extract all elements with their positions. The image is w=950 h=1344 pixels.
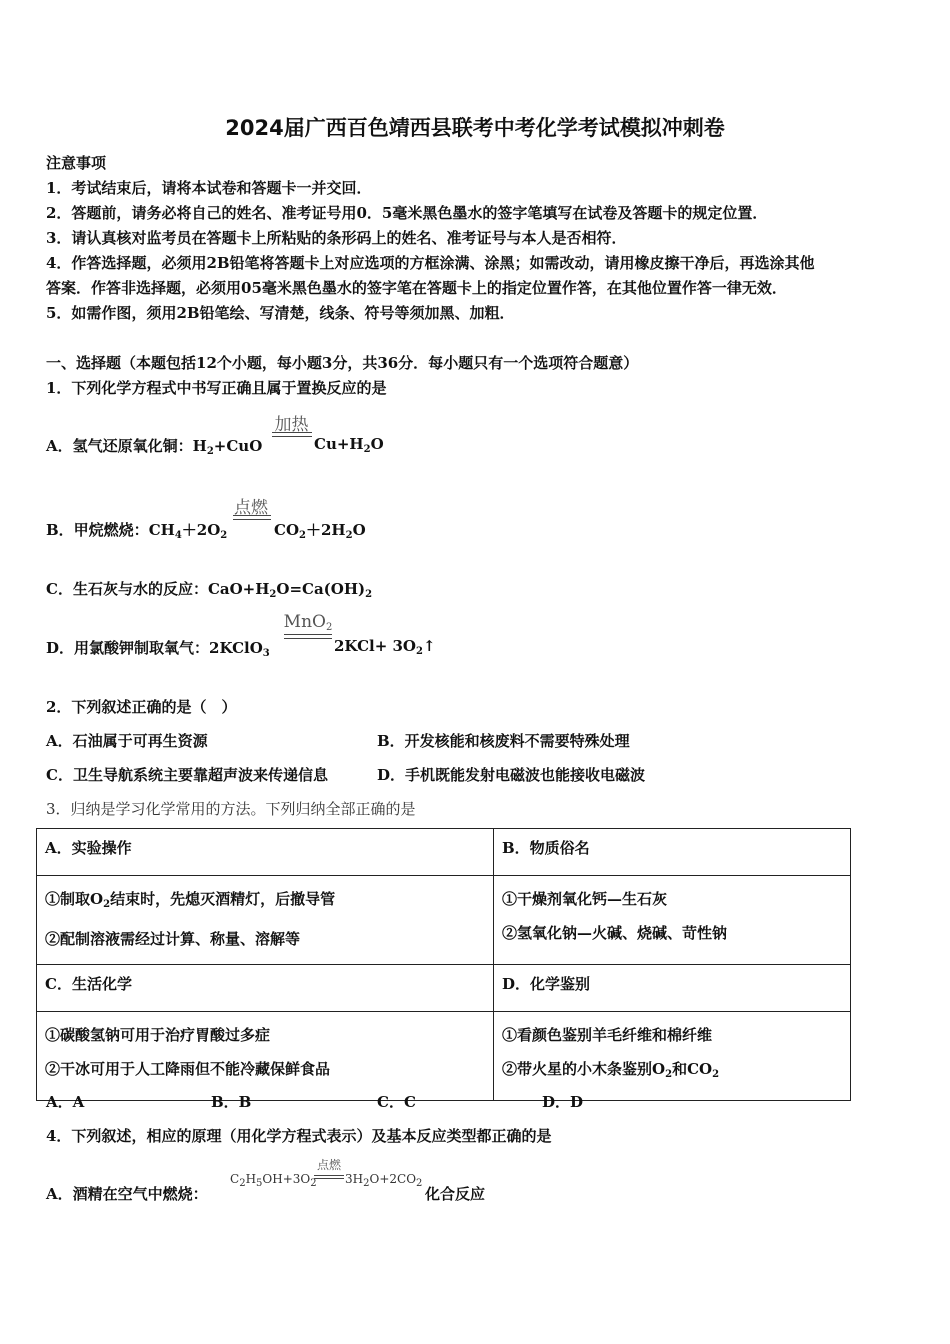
subscript: 4 bbox=[174, 530, 182, 541]
equation-text: CH bbox=[148, 521, 175, 539]
table-cell bbox=[37, 829, 494, 876]
equals-arrow bbox=[272, 432, 312, 437]
text: H bbox=[245, 1172, 257, 1186]
notice-item: 答案．作答非选择题，必须用05毫米黑色墨水的签字笔在答题卡上的指定位置作答，在其他位置作答一律无效． bbox=[46, 279, 787, 297]
table-cell bbox=[494, 829, 851, 876]
cell-line: ①看颜色鉴别羊毛纤维和棉纤维 bbox=[502, 1026, 713, 1044]
equation-text: CO bbox=[274, 521, 300, 539]
q2-option-a: A．石油属于可再生资源 bbox=[46, 732, 208, 750]
notice-heading: 注意事项 bbox=[46, 154, 107, 172]
equation-text: ↑ bbox=[422, 637, 436, 655]
q4-option-a-products bbox=[345, 1172, 422, 1189]
cell-line bbox=[45, 882, 485, 922]
option-label: D．用氯酸钾制取氧气： bbox=[46, 639, 210, 657]
q1-option-b bbox=[46, 519, 227, 541]
subscript: 2 bbox=[206, 446, 214, 457]
cell-heading: C．生活化学 bbox=[45, 975, 132, 993]
equation-text: Cu+H bbox=[314, 435, 364, 453]
text: ①制取 bbox=[45, 890, 91, 908]
q3-option-a: A．A bbox=[46, 1093, 85, 1111]
subscript: 3 bbox=[262, 648, 270, 659]
option-label: B．甲烷燃烧： bbox=[46, 521, 149, 539]
text: O+2CO bbox=[369, 1172, 417, 1186]
option-label: C．生石灰与水的反应： bbox=[46, 580, 208, 598]
equation-text: ＋2H bbox=[305, 521, 346, 539]
subscript: 2 bbox=[299, 530, 306, 541]
equation-text: 2KCl+ 3O bbox=[334, 637, 417, 655]
text: O bbox=[652, 1060, 666, 1078]
equation-text: 2KClO bbox=[209, 639, 263, 657]
q1-option-c bbox=[46, 578, 372, 600]
equation-text: O bbox=[352, 521, 366, 539]
subscript: 2 bbox=[416, 1178, 423, 1189]
reaction-type: 化合反应 bbox=[425, 1185, 486, 1203]
cell-line bbox=[502, 1052, 842, 1092]
summary-table bbox=[36, 828, 851, 1101]
notice-item: 4．作答选择题，必须用2B铅笔将答题卡上对应选项的方框涂满、涂黑；如需改动，请用橡皮擦干净后，再选涂其他 bbox=[46, 254, 815, 272]
option-label: A．氢气还原氧化铜： bbox=[46, 437, 193, 455]
notice-item: 1．考试结束后，请将本试卷和答题卡一并交回． bbox=[46, 179, 372, 197]
q3-option-b: B．B bbox=[211, 1093, 252, 1111]
cell-line: ①干燥剂氧化钙—生石灰 bbox=[502, 890, 668, 908]
notice-item: 2．答题前，请务必将自己的姓名、准考证号用0．5毫米黑色墨水的签字笔填写在试卷及答题卡的规定位置． bbox=[46, 204, 768, 222]
section-heading: 一、选择题（本题包括12个小题，每小题3分，共36分．每小题只有一个选项符合题意） bbox=[46, 354, 639, 372]
question-stem: 1．下列化学方程式中书写正确且属于置换反应的是 bbox=[46, 379, 387, 397]
subscript: 2 bbox=[416, 646, 423, 657]
text: CO bbox=[687, 1060, 713, 1078]
subscript: 2 bbox=[239, 1178, 246, 1189]
q2-option-c: C．卫生导航系统主要靠超声波来传递信息 bbox=[46, 766, 328, 784]
subscript: 2 bbox=[363, 1178, 370, 1189]
equals-arrow bbox=[314, 1175, 344, 1179]
text: OH+3O bbox=[262, 1172, 311, 1186]
equation-text: +CuO bbox=[213, 437, 263, 455]
equation-text: O bbox=[370, 435, 384, 453]
notice-item: 5．如需作图，须用2B铅笔绘、写清楚，线条、符号等须加黑、加粗． bbox=[46, 304, 515, 322]
q1-option-a-product bbox=[314, 435, 384, 455]
q3-option-c: C．C bbox=[377, 1093, 416, 1111]
catalyst-text: MnO bbox=[283, 612, 326, 632]
cell-heading: A．实验操作 bbox=[45, 839, 132, 857]
subscript: 2 bbox=[269, 589, 277, 600]
q1-option-b-product bbox=[274, 519, 366, 541]
equation-text: H bbox=[192, 437, 207, 455]
subscript: 2 bbox=[310, 1178, 317, 1189]
question-stem: 4．下列叙述，相应的原理（用化学方程式表示）及基本反应类型都正确的是 bbox=[46, 1127, 552, 1145]
reaction-condition: 点燃 bbox=[234, 498, 268, 518]
reaction-condition: 点燃 bbox=[316, 1158, 341, 1172]
cell-line: ②氢氧化钠—火碱、烧碱、苛性钠 bbox=[502, 924, 728, 942]
subscript: 2 bbox=[220, 530, 228, 541]
text: 结束时，先熄灭酒精灯，后撤导管 bbox=[110, 890, 336, 908]
page-title: 2024届广西百色靖西县联考中考化学考试模拟冲刺卷 bbox=[225, 116, 725, 140]
table-cell bbox=[494, 1012, 851, 1101]
question-stem: 2．下列叙述正确的是（ ） bbox=[46, 698, 237, 716]
equation-text: O=Ca(OH) bbox=[276, 580, 366, 598]
subscript: 2 bbox=[103, 899, 111, 910]
q1-option-d bbox=[46, 637, 270, 659]
text: ②带火星的小木条鉴别 bbox=[502, 1060, 653, 1078]
text: C bbox=[230, 1172, 240, 1186]
cell-heading: D．化学鉴别 bbox=[502, 975, 591, 993]
equals-arrow bbox=[284, 634, 332, 639]
q1-option-d-product bbox=[334, 637, 436, 657]
equals-arrow bbox=[233, 515, 271, 520]
subscript: 2 bbox=[345, 530, 353, 541]
equation-text: ＋2O bbox=[181, 521, 221, 539]
table-cell bbox=[494, 965, 851, 1012]
cell-line: ②配制溶液需经过计算、称量、溶解等 bbox=[45, 930, 301, 948]
reaction-condition bbox=[282, 612, 334, 633]
q4-option-a-reactants bbox=[230, 1172, 317, 1189]
subscript: 2 bbox=[665, 1069, 673, 1080]
subscript: 5 bbox=[256, 1178, 263, 1189]
reaction-condition: 加热 bbox=[274, 415, 309, 435]
text: 和 bbox=[672, 1060, 688, 1078]
table-cell bbox=[494, 876, 851, 965]
question-stem: 3．归纳是学习化学常用的方法。下列归纳全部正确的是 bbox=[46, 800, 416, 818]
table-cell bbox=[37, 876, 494, 965]
cell-line: ②干冰可用于人工降雨但不能冷藏保鲜食品 bbox=[45, 1060, 331, 1078]
text: O bbox=[90, 890, 104, 908]
subscript: 2 bbox=[365, 589, 373, 600]
q1-option-a bbox=[46, 435, 262, 457]
cell-line: ①碳酸氢钠可用于治疗胃酸过多症 bbox=[45, 1026, 271, 1044]
q4-option-a-label: A．酒精在空气中燃烧： bbox=[46, 1185, 208, 1203]
subscript: 2 bbox=[712, 1069, 720, 1080]
equation-text: CaO+H bbox=[207, 580, 270, 598]
q2-option-d: D．手机既能发射电磁波也能接收电磁波 bbox=[377, 766, 646, 784]
text: 3H bbox=[345, 1172, 364, 1186]
q3-option-d: D．D bbox=[542, 1093, 584, 1111]
subscript: 2 bbox=[325, 622, 333, 633]
subscript: 2 bbox=[363, 444, 371, 455]
table-cell bbox=[37, 1012, 494, 1101]
q2-option-b: B．开发核能和核废料不需要特殊处理 bbox=[377, 732, 630, 750]
cell-heading: B．物质俗名 bbox=[502, 839, 590, 857]
table-cell bbox=[37, 965, 494, 1012]
notice-item: 3．请认真核对监考员在答题卡上所粘贴的条形码上的姓名、准考证号与本人是否相符． bbox=[46, 229, 627, 247]
